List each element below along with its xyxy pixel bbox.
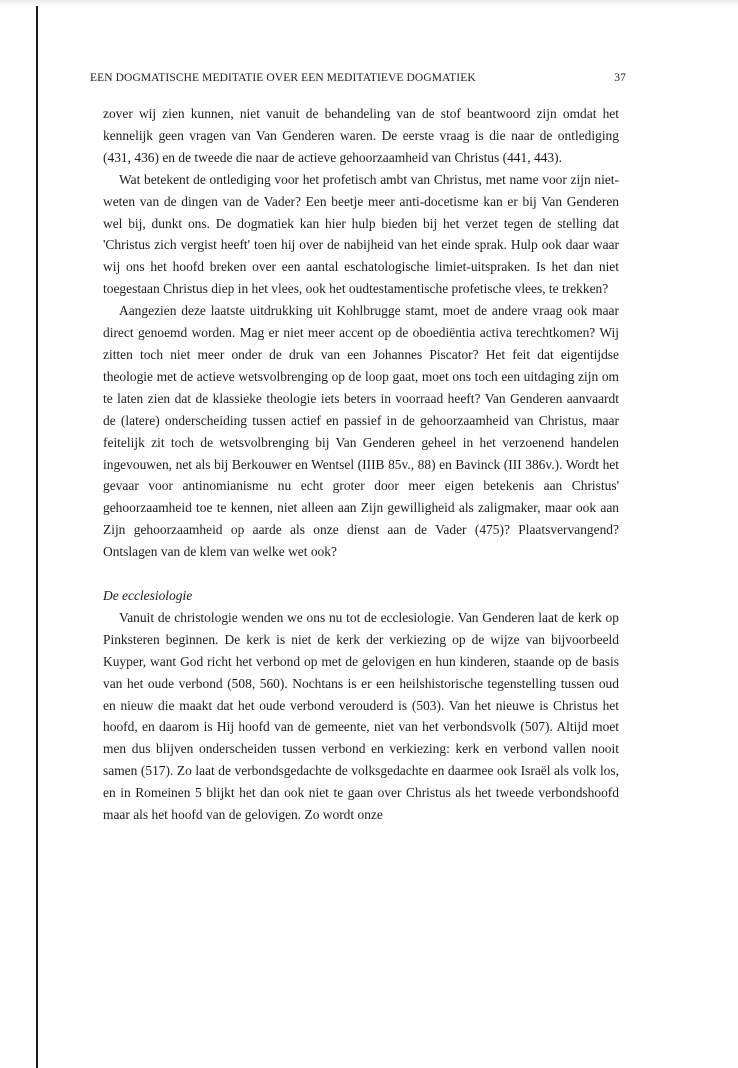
running-title: EEN DOGMATISCHE MEDITATIE OVER EEN MEDITATIEVE DOGMATIEK xyxy=(90,72,476,84)
body-text xyxy=(103,103,619,826)
running-header xyxy=(90,72,626,84)
scan-binding-edge xyxy=(36,6,38,1068)
paragraph-ecclesiologie: Vanuit de christologie wenden we ons nu tot de ecclesiologie. Van Genderen laat de kerk op Pinksteren beginnen. De kerk is niet de kerk der verkiezing op de wijze van bijvoorbeeld Kuyper, want God richt het verbond op met de gelovigen en hun kinderen, staande op de basis van het oude verbond (508, 560). Nochtans is er een heilshistorische tegenstelling tussen oud en nieuw die maakt dat het oude verbond verouderd is (503). Van het nieuwe is Christus het hoofd, en daarom is Hij hoofd van de gemeente, niet van het verbondsvolk (507). Altijd moet men dus blijven onderscheiden tussen verbond en verkiezing: kerk en verbond vallen nooit samen (517). Zo laat de verbondsgedachte de volksgedachte en daarmee ook Israël als volk los, en in Romeinen 5 blijkt het dan ook niet te gaan over Christus als het tweede verbondshoofd maar als het hoofd van de gelovigen. Zo wordt onze xyxy=(103,609,619,823)
page-number: 37 xyxy=(614,72,626,84)
section-heading: De ecclesiologie xyxy=(103,588,193,604)
paragraph-ontlediging: Wat betekent de ontlediging voor het profetisch ambt van Christus, met name voor zijn niet-weten van de dingen van de Vader? Een beetje meer anti-docetisme kan er bij Van Genderen wel bij, dunkt ons. De dogmatiek kan hier hulp bieden bij het verzet tegen de stelling dat 'Christus zich vergist heeft' toen hij over de nabijheid van het einde sprak. Hulp ook daar waar wij ons het hoofd breken over een aantal eschatologische limiet-uitspraken. Is het dan niet toegestaan Christus diep in het vlees, ook het oudtestamentische profetische vlees, te trekken? xyxy=(103,171,619,297)
paragraph-gehoorzaamheid: Aangezien deze laatste uitdrukking uit Kohlbrugge stamt, moet de andere vraag ook maar direct genoemd worden. Mag er niet meer accent op de oboediëntia activa terechtkomen? Wij zitten toch niet meer onder de druk van een Johannes Piscator? Het feit dat eigentijdse theologie met de actieve wetsvolbrenging op de loop gaat, moet ons toch een uitdaging zijn om te laten zien dat de klassieke theologie iets beters in voorraad heeft? Van Genderen aanvaardt de (latere) onderscheiding tussen actief en passief in de gehoorzaamheid van Christus, maar feitelijk zit toch de wetsvolbrenging bij Van Genderen geheel in het verzoenend handelen ingevouwen, net als bij Berkouwer en Wentsel (IIIB 85v., 88) en Bavinck (III 386v.). Wordt het gevaar voor antinomianisme nu echt groter door meer eigen betekenis aan Christus' gehoorzaamheid toe te kennen, niet alleen aan Zijn gewilligheid als zaligmaker, maar ook aan Zijn gehoorzaamheid op aarde als onze dienst aan de Vader (475)? Plaatsvervangend? Ontslagen van de klem van welke wet ook? xyxy=(103,303,619,560)
scan-top-band xyxy=(0,0,738,6)
paragraph-continued: zover wij zien kunnen, niet vanuit de behandeling van de stof beantwoord zijn omdat het kennelijk geen vragen van Van Genderen waren. De eerste vraag is die naar de ontlediging (431, 436) en de tweede die naar de actieve gehoorzaamheid van Christus (441, 443). xyxy=(103,106,619,165)
